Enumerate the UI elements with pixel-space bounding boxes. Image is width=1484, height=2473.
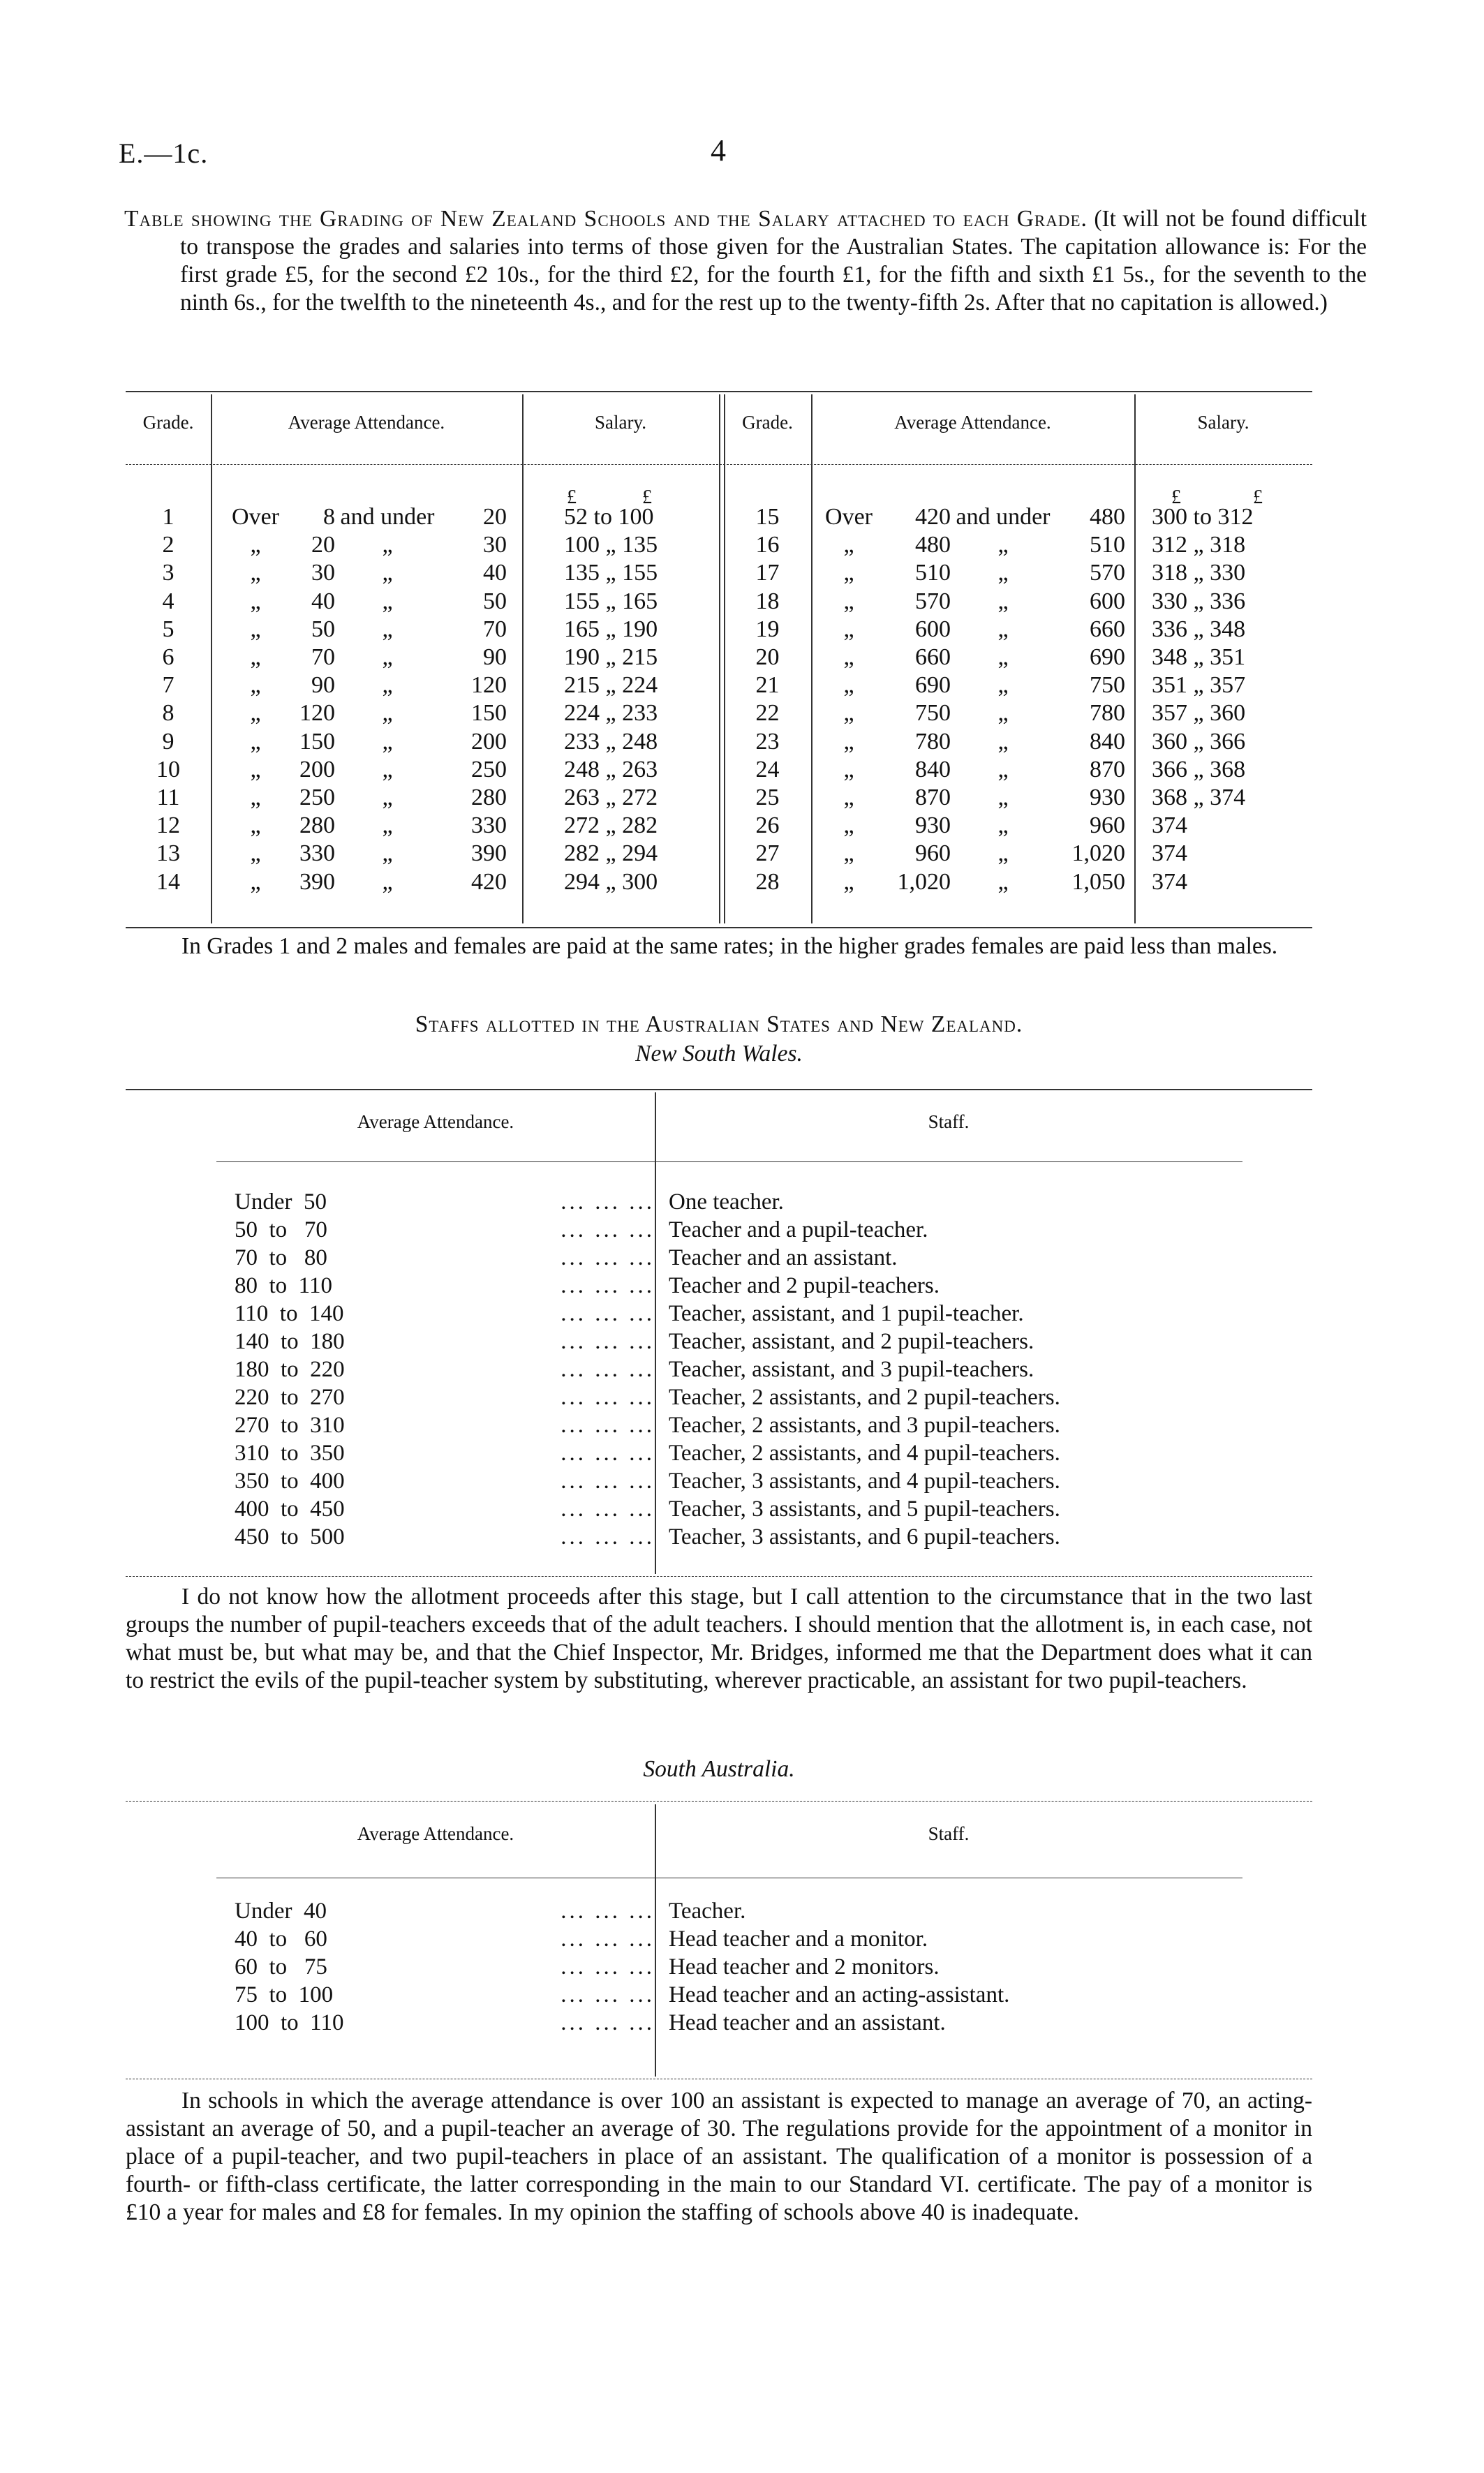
document-reference: E.—1c.	[119, 138, 209, 169]
sa-subheading: South Australia.	[643, 1756, 795, 1782]
sa-commentary: In schools in which the average attendance is over 100 an assistant is expected to manage an average of 70, an acting-assistant an average of 50, and a pupil-teacher an average of 30. The regulations provide for the appointment of a monitor in place of a pupil-teacher, and two pupil-teachers in place of an assistant. The qualification of a monitor is possession of a fourth- or fifth-class certificate, the latter corresponding in the main to our Standard VI. certificate. The pay of a monitor is £10 a year for males and £8 for females. In my opinion the staffing of schools above 40 is inadequate.	[126, 2088, 1312, 2225]
grade-column-header-right: Grade.	[742, 412, 793, 433]
attendance-and-under-left: and under „ „ „ „ „ „ „ „ „ „ „ „ „	[340, 504, 435, 895]
table-row: 110 to 140 ... ... ... Teacher, assistant, and 1 pupil-teacher.	[235, 1301, 1024, 1326]
table-row: 270 to 310 ... ... ... Teacher, 2 assistants, and 3 pupil-teachers.	[235, 1413, 1060, 1438]
sa-attendance-header: Average Attendance.	[357, 1823, 514, 1844]
staffs-heading: Staffs allotted in the Australian States and New Zealand.	[415, 1011, 1023, 1037]
grades-note: In Grades 1 and 2 males and females are paid at the same rates; in the higher grades females are paid less than males.	[181, 933, 1278, 959]
grade-column-header: Grade.	[142, 412, 194, 433]
salary-column-header-right: Salary.	[1197, 412, 1249, 433]
attendance-to-right: 480 510 570 600 660 690 750 780 840 870 930 960 1,020 1,050	[1071, 504, 1125, 895]
attendance-from-left: 8 20 30 40 50 70 90 120 150 200 250 280 330 390	[299, 504, 335, 895]
attendance-and-under-right: and under „ „ „ „ „ „ „ „ „ „ „ „ „	[956, 504, 1051, 895]
currency-symbol: £	[1171, 487, 1181, 508]
table-row: 310 to 350 ... ... ... Teacher, 2 assistants, and 4 pupil-teachers.	[235, 1441, 1060, 1466]
grading-caption-note: (It will not be found difficult to transpose the grades and salaries into terms of those given for the Australian States. The capitation allowance is: For the first grade £5, for the second £2 10s., for the third £2, for the fourth £1, for the fifth and sixth £1 5s., for the seventh to the ninth 6s., for the twelfth to the nineteenth 4s., and for the rest up to the twenty-fifth 2s. After that no capitation is allowed.)	[180, 206, 1367, 315]
attendance-from-right: 420 480 510 570 600 660 690 750 780 840 870 930 960 1,020	[897, 504, 951, 895]
grade-numbers-left: 1 2 3 4 5 6 7 8 9 10 11 12 13 14	[156, 504, 180, 895]
nsw-staff-header: Staff.	[928, 1111, 970, 1132]
attendance-prefix-right: Over „ „ „ „ „ „ „ „ „ „ „ „ „	[825, 504, 873, 895]
table-row: 350 to 400 ... ... ... Teacher, 3 assistants, and 4 pupil-teachers.	[235, 1469, 1060, 1494]
table-row: Under 50 ... ... ... One teacher.	[235, 1189, 784, 1215]
nsw-rows	[235, 1188, 1060, 1551]
salary-range-right: 300 to 312 312 „ 318 318 „ 330 330 „ 336 336 „ 348 348 „ 351 351 „ 357 357 „ 360 360 „ 366 366 „ 368 368 „ 374 374 374 374	[1152, 504, 1254, 895]
currency-symbol: £	[567, 487, 577, 508]
table-row: 220 to 270 ... ... ... Teacher, 2 assistants, and 2 pupil-teachers.	[235, 1385, 1060, 1410]
table-row: 40 to 60 ... ... ... Head teacher and a monitor.	[235, 1926, 928, 1952]
table-row: 60 to 75 ... ... ... Head teacher and 2 monitors.	[235, 1954, 940, 1980]
nsw-subheading: New South Wales.	[635, 1041, 803, 1067]
page-number: 4	[711, 133, 726, 168]
attendance-column-header-right: Average Attendance.	[894, 412, 1051, 433]
salary-column-header: Salary.	[595, 412, 646, 433]
grading-caption-lead: Table showing the Grading of New Zealand Schools and the Salary attached to each Grade.	[124, 206, 1088, 232]
sa-rows	[235, 1897, 1009, 2037]
nsw-commentary: I do not know how the allotment proceeds after this stage, but I call attention to the circumstance that in the two last groups the number of pupil-teachers exceeds that of the adult teachers. I should mention that the allotment is, in each case, not what must be, but what may be, and that the Chief Inspector, Mr. Bridges, informed me that the Department does what it can to restrict the evils of the pupil-teacher system by substituting, wherever practicable, an assistant for two pupil-teachers.	[126, 1584, 1312, 1693]
table-row: 75 to 100 ... ... ... Head teacher and an acting-assistant.	[235, 1982, 1010, 2007]
table-row: 140 to 180 ... ... ... Teacher, assistant, and 2 pupil-teachers.	[235, 1329, 1034, 1354]
salary-range-left: 52 to 100 100 „ 135 135 „ 155 155 „ 165 165 „ 190 190 „ 215 215 „ 224 224 „ 233 233 „ 248 248 „ 263 263 „ 272 272 „ 282 282 „ 294 294 „ 300	[564, 504, 658, 895]
attendance-to-left: 20 30 40 50 70 90 120 150 200 250 280 330 390 420	[471, 504, 507, 895]
table-row: 180 to 220 ... ... ... Teacher, assistant, and 3 pupil-teachers.	[235, 1357, 1034, 1382]
nsw-attendance-header: Average Attendance.	[357, 1111, 514, 1132]
grading-table-caption	[124, 205, 1367, 317]
table-row: Under 40 ... ... ... Teacher.	[235, 1899, 746, 1924]
attendance-column-header: Average Attendance.	[288, 412, 445, 433]
currency-symbol: £	[1253, 487, 1263, 508]
table-row: 100 to 110 ... ... ... Head teacher and an assistant.	[235, 2010, 946, 2035]
grade-numbers-right: 15 16 17 18 19 20 21 22 23 24 25 26 27 28	[755, 504, 780, 895]
table-row: 70 to 80 ... ... ... Teacher and an assistant.	[235, 1245, 898, 1270]
attendance-prefix-left: Over „ „ „ „ „ „ „ „ „ „ „ „ „	[232, 504, 279, 895]
currency-symbol: £	[642, 487, 652, 508]
table-row: 80 to 110 ... ... ... Teacher and 2 pupil-teachers.	[235, 1273, 940, 1298]
table-row: 450 to 500 ... ... ... Teacher, 3 assistants, and 6 pupil-teachers.	[235, 1524, 1060, 1550]
table-row: 50 to 70 ... ... ... Teacher and a pupil-teacher.	[235, 1217, 928, 1242]
sa-staff-header: Staff.	[928, 1823, 970, 1844]
table-row: 400 to 450 ... ... ... Teacher, 3 assistants, and 5 pupil-teachers.	[235, 1497, 1060, 1522]
